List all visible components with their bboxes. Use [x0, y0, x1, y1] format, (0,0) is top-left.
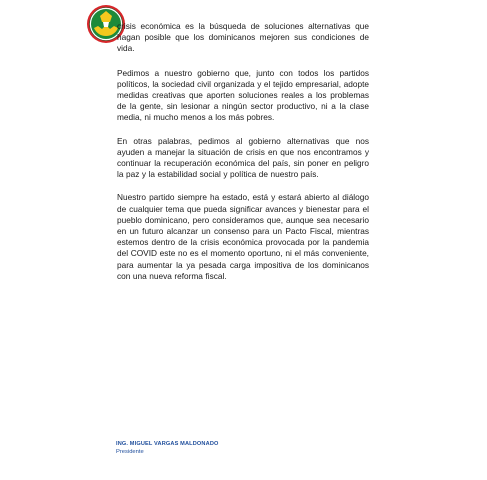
paragraph-alternatives: En otras palabras, pedimos al gobierno alternativas que nos ayuden a manejar la situación de crisis en que nos encontramos y continuar la recuperación económica del país, sin poner en peligro la paz y la estabilidad social y política de nuestro país. [117, 135, 369, 180]
paragraph-request-to-government: Pedimos a nuestro gobierno que, junto con todos los partidos políticos, la sociedad civil organizada y el tejido empresarial, adopte medidas creativas que aporten soluciones reales a los problemas de la gente, sin lesionar a ningún sector productivo, ni a la clase media, ni mucho menos a los más pobres. [117, 67, 369, 123]
signature-name: ING. MIGUEL VARGAS MALDONADO [116, 441, 219, 447]
signature-title: Presidente [116, 449, 144, 455]
paragraph-intro-continuation: crisis económica es la búsqueda de soluciones alternativas que hagan posible que los dominicanos mejoren sus condiciones de vida. [117, 21, 369, 54]
document-body [117, 21, 369, 294]
paragraph-party-position: Nuestro partido siempre ha estado, está y estará abierto al diálogo de cualquier tema que pueda significar avances y bienestar para el pueblo dominicano, pero consideramos que, aunque sea necesario en un futuro alcanzar un consenso para un Pacto Fiscal, mientras estemos dentro de la crisis económica provocada por la pandemia del COVID este no es el momento oportuno, ni el más conveniente, para aumentar la ya pesada carga impositiva de los dominicanos con una nueva reforma fiscal. [117, 192, 369, 281]
signature-block [116, 441, 219, 456]
